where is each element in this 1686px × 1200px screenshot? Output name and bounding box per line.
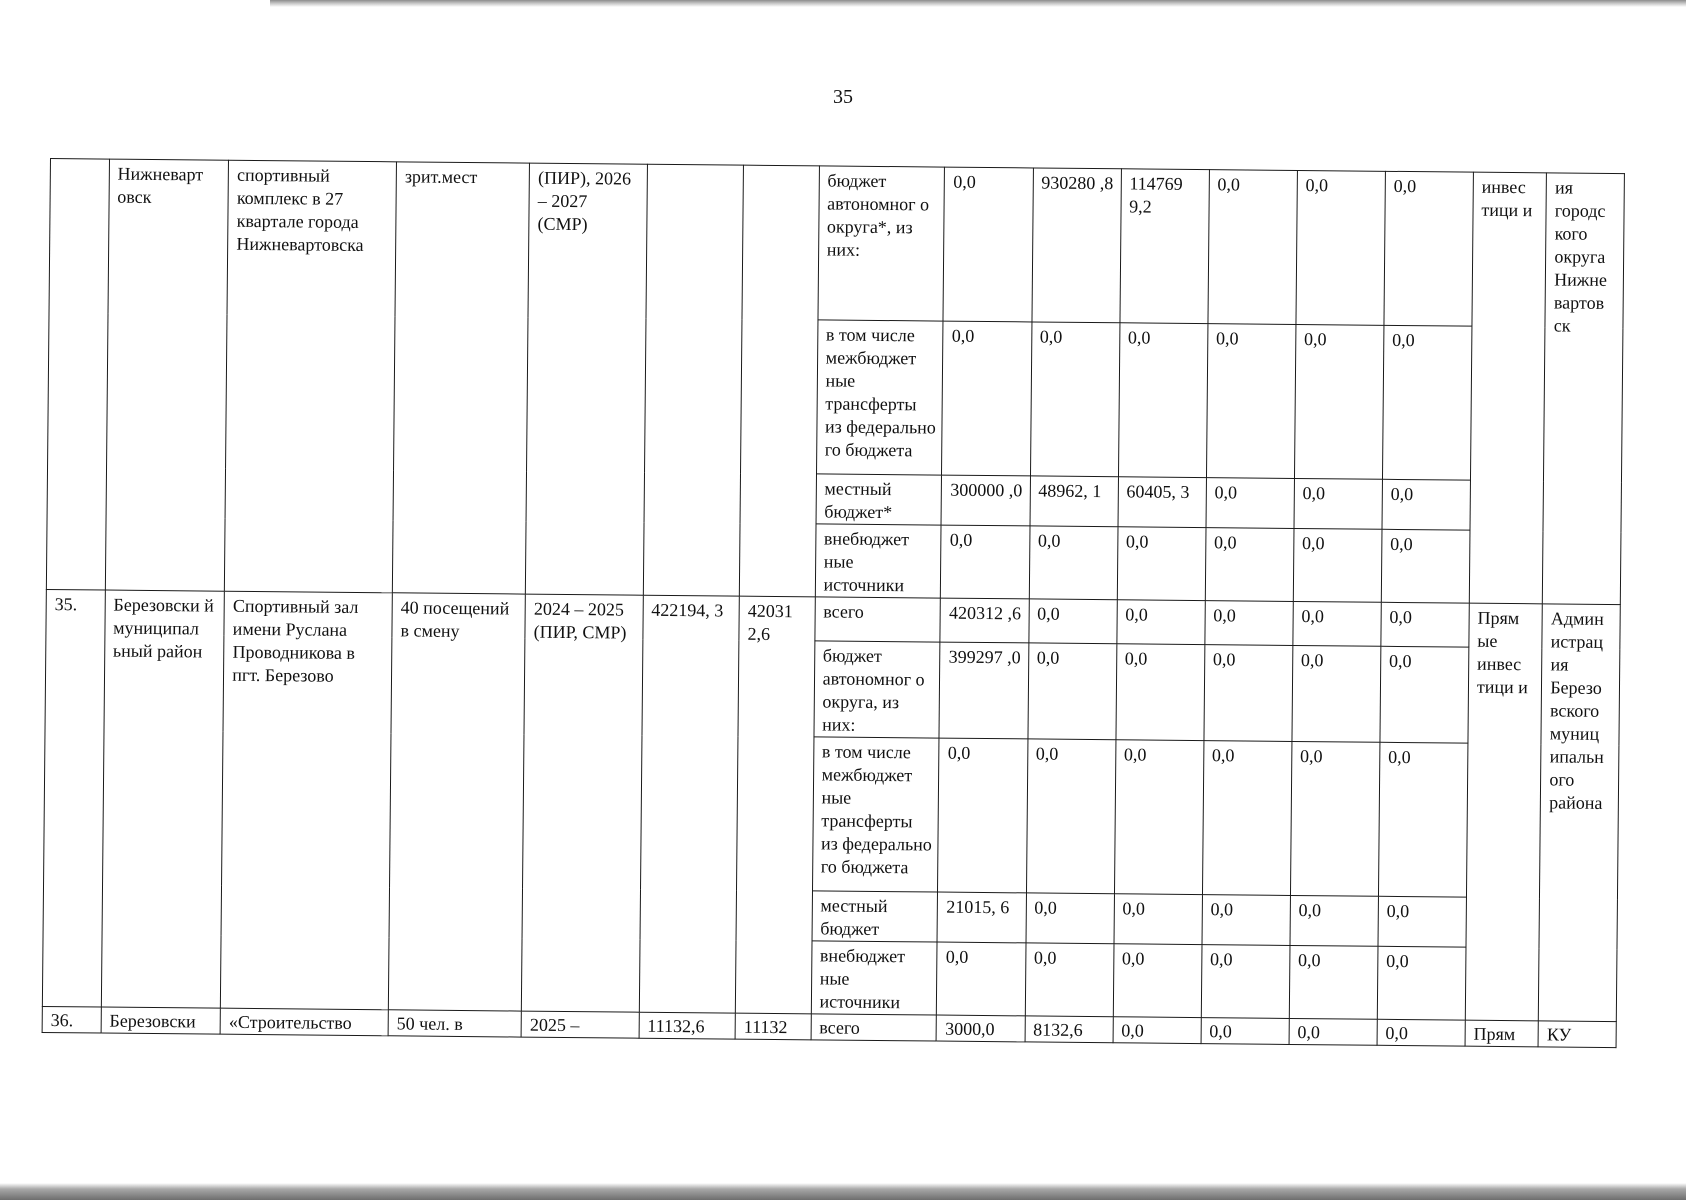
value-cell: 21015, 6 — [937, 892, 1026, 943]
value-cell: 930280 ,8 — [1031, 168, 1121, 323]
row-number-cell — [46, 159, 109, 591]
remaining-cost-cell: 42031 2,6 — [735, 596, 814, 1014]
value-cell: 0,0 — [1202, 895, 1291, 946]
value-cell: 0,0 — [1382, 325, 1472, 480]
value-cell: 0,0 — [937, 942, 1026, 1016]
object-name-cell: Спортивный зал имени Руслана Проводникова в пгт. Березово — [221, 591, 393, 1010]
value-cell: 0,0 — [1201, 945, 1290, 1019]
investment-form-cell: Прям — [1465, 1020, 1539, 1047]
funding-source-cell: бюджет автономног о округа, из них: — [814, 641, 941, 738]
value-cell: 0,0 — [1206, 324, 1296, 479]
value-cell: 114769 9,2 — [1120, 169, 1210, 324]
value-cell: 0,0 — [1294, 324, 1384, 479]
value-cell: 0,0 — [1113, 1017, 1201, 1044]
value-cell: 0,0 — [1378, 896, 1467, 947]
value-cell: 48962, 1 — [1030, 476, 1119, 527]
table-row — [49, 159, 1624, 328]
capacity-cell: 40 посещений в смену — [388, 593, 525, 1011]
period-cell: 2025 – — [521, 1011, 639, 1038]
funding-source-cell: внебюджет ные источники — [815, 524, 942, 598]
funding-source-cell: внебюджет ные источники — [811, 941, 938, 1015]
document-table-wrapper — [42, 158, 1625, 1048]
funding-source-cell: местный бюджет* — [816, 474, 942, 525]
value-cell: 0,0 — [1026, 893, 1115, 944]
funding-source-cell: местный бюджет — [812, 891, 938, 942]
value-cell: 0,0 — [1208, 170, 1298, 325]
value-cell: 0,0 — [1116, 644, 1205, 741]
municipality-cell: Березовски й муниципал ьный район — [101, 590, 225, 1008]
period-cell: 2024 – 2025 (ПИР, СМР) — [522, 594, 643, 1012]
funding-source-cell: всего — [811, 1014, 937, 1041]
value-cell: 0,0 — [1378, 742, 1468, 897]
value-cell: 0,0 — [938, 738, 1028, 893]
value-cell: 0,0 — [1290, 741, 1380, 896]
remaining-cost-cell: 11132 — [735, 1013, 811, 1040]
object-name-cell: «Строительство — [220, 1008, 388, 1036]
value-cell: 0,0 — [1114, 740, 1204, 895]
value-cell: 0,0 — [1380, 646, 1469, 743]
customer-cell: КУ — [1538, 1021, 1616, 1048]
funding-source-cell: в том числе межбюджет ные трансферты из федерально го бюджета — [812, 737, 939, 892]
value-cell: 0,0 — [1206, 478, 1295, 529]
customer-cell: ия городс кого округа Нижне вартов ск — [1543, 173, 1625, 605]
value-cell: 0,0 — [1025, 943, 1114, 1017]
value-cell: 0,0 — [1204, 645, 1293, 742]
row-number-cell: 35. — [42, 589, 105, 1007]
value-cell: 0,0 — [1205, 528, 1294, 602]
estimated-cost-cell — [643, 164, 744, 596]
municipality-cell: Березовски — [101, 1007, 221, 1034]
value-cell: 0,0 — [1028, 599, 1116, 644]
scan-edge-bottom — [0, 1183, 1686, 1200]
value-cell: 0,0 — [1114, 894, 1203, 945]
value-cell: 0,0 — [1296, 170, 1386, 325]
value-cell: 0,0 — [1029, 526, 1118, 600]
estimated-cost-cell: 11132,6 — [639, 1012, 736, 1039]
value-cell: 0,0 — [1381, 529, 1470, 603]
capacity-cell: зрит.мест — [392, 162, 529, 594]
value-cell: 0,0 — [1205, 601, 1293, 646]
estimated-cost-cell: 422194, 3 — [639, 595, 739, 1013]
value-cell: 0,0 — [1384, 171, 1474, 326]
value-cell: 0,0 — [1292, 645, 1381, 742]
value-cell: 300000 ,0 — [941, 475, 1030, 526]
value-cell: 0,0 — [1377, 1019, 1465, 1046]
value-cell: 60405, 3 — [1118, 477, 1207, 528]
funding-source-cell: всего — [815, 597, 941, 642]
value-cell: 0,0 — [1201, 1018, 1289, 1045]
value-cell: 3000,0 — [937, 1015, 1025, 1042]
investment-form-cell: инвес тици и — [1469, 172, 1547, 604]
remaining-cost-cell — [739, 165, 819, 597]
value-cell: 0,0 — [1377, 946, 1466, 1020]
value-cell: 0,0 — [1294, 478, 1383, 529]
value-cell: 0,0 — [1293, 601, 1381, 646]
page-number: 35 — [833, 86, 853, 108]
row-number-cell: 36. — [42, 1006, 101, 1033]
value-cell: 0,0 — [1382, 479, 1471, 530]
value-cell: 0,0 — [1289, 945, 1378, 1019]
period-cell: (ПИР), 2026 – 2027 (СМР) — [526, 163, 648, 595]
municipality-cell: Нижневарт овск — [105, 159, 229, 591]
value-cell: 0,0 — [942, 321, 1032, 476]
value-cell: 0,0 — [1202, 741, 1292, 896]
value-cell: 0,0 — [1290, 895, 1379, 946]
value-cell: 420312 ,6 — [940, 598, 1028, 643]
value-cell: 0,0 — [1117, 527, 1206, 601]
funding-source-cell: в том числе межбюджет ные трансферты из федерально го бюджета — [816, 320, 943, 475]
value-cell: 0,0 — [1027, 643, 1116, 740]
value-cell: 0,0 — [941, 525, 1030, 599]
investment-objects-table — [42, 158, 1625, 1048]
funding-source-cell: бюджет автономног о округа*, из них: — [818, 166, 945, 321]
value-cell: 0,0 — [1026, 739, 1116, 894]
value-cell: 399297 ,0 — [939, 642, 1028, 739]
object-name-cell: спортивный комплекс в 27 квартале города Нижневартовска — [225, 160, 397, 593]
investment-form-cell: Прям ые инвес тици и — [1465, 603, 1542, 1021]
scan-edge-top — [270, 0, 1686, 7]
value-cell: 0,0 — [943, 167, 1033, 322]
value-cell: 0,0 — [1381, 602, 1469, 647]
value-cell: 0,0 — [1030, 322, 1120, 477]
value-cell: 0,0 — [1293, 528, 1382, 602]
capacity-cell: 50 чел. в — [388, 1010, 521, 1037]
customer-cell: Админ истрац ия Березо вского муниц ипальн ого района — [1539, 604, 1621, 1022]
value-cell: 8132,6 — [1025, 1016, 1113, 1043]
value-cell: 0,0 — [1113, 944, 1202, 1018]
value-cell: 0,0 — [1118, 323, 1208, 478]
value-cell: 0,0 — [1116, 600, 1204, 645]
value-cell: 0,0 — [1289, 1018, 1377, 1045]
